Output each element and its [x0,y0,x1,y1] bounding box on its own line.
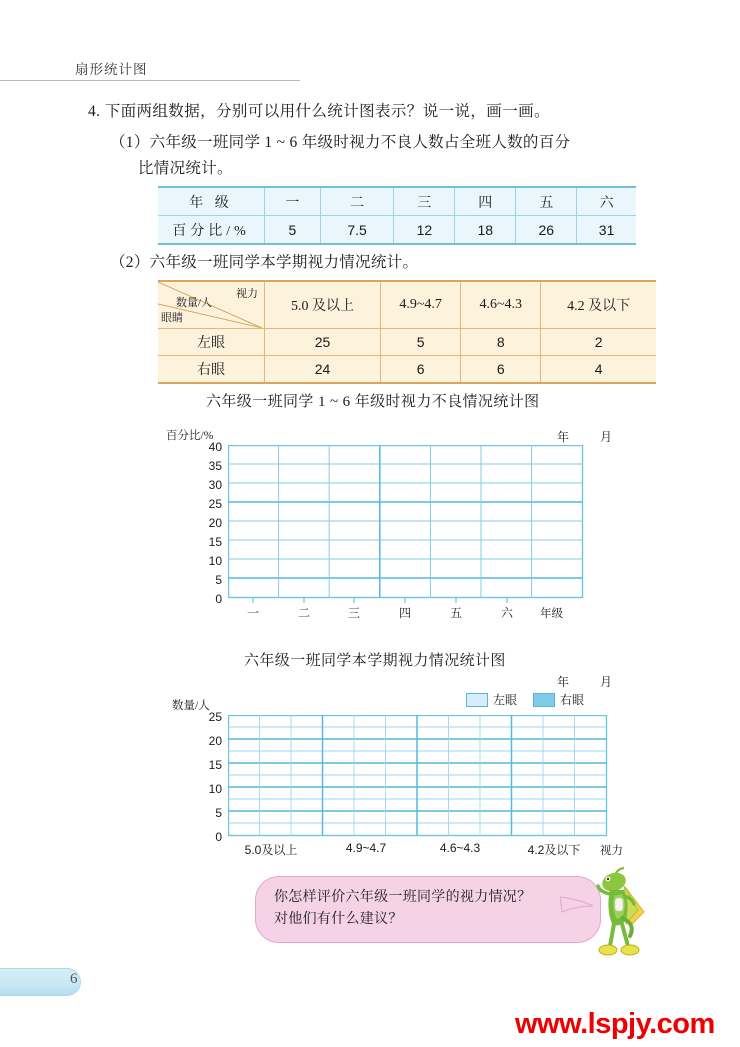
page-number: 6 [70,971,78,987]
table1-percent-2: 7.5 [320,216,394,245]
chart2-ytick-5: 5 [215,806,222,820]
chart1-date-slot: 年 月 [557,430,627,444]
table-row-grades [158,187,636,216]
question-prompt-bubble [255,876,601,943]
table1-row-label-percent: 百分比/% [158,216,265,245]
table-row-right-eye [158,356,656,384]
table1-grade-4: 四 [455,187,516,216]
legend-item-left-eye [466,691,517,708]
chart1-x-axis-label: 年级 [540,608,563,620]
header-divider [0,80,300,81]
chart2-ytick-10: 10 [208,782,222,796]
chart1-xtick-2: 二 [297,606,310,620]
chart2-ytick-25: 25 [208,710,222,724]
table2-left-eye-v1: 25 [265,329,381,356]
question-4-part-1-line-1: （1）六年级一班同学 1 ~ 6 年级时视力不良人数占全班人数的百分 [110,134,571,151]
table2-right-eye-v3: 6 [461,356,541,384]
chart2-legend [466,691,584,708]
chart2-y-axis-label: 数量/人 [172,700,210,712]
chart1-ytick-15: 15 [208,535,222,549]
legend-label-right-eye: 右眼 [560,693,585,707]
table2-right-eye-v4: 4 [541,356,656,384]
legend-item-right-eye [533,691,584,708]
table2-right-eye-v2: 6 [381,356,461,384]
chart1-ytick-20: 20 [208,516,222,530]
table2-row-label-right-eye: 右眼 [158,356,265,384]
chart2-title: 六年级一班同学本学期视力情况统计图 [244,653,506,669]
table1-percent-5: 26 [516,216,577,245]
table2-left-eye-v3: 8 [461,329,541,356]
table2-col-1: 5.0 及以上 [265,281,381,329]
table2-col-2: 4.9~4.7 [381,281,461,329]
chart1-ytick-35: 35 [208,459,222,473]
bubble-line-1: 你怎样评价六年级一班同学的视力情况？ [274,890,532,905]
chart2-ytick-0: 0 [215,830,222,844]
chart2-xtick-2: 4.9~4.7 [345,841,387,855]
chart2-x-axis-label: 视力 [600,845,623,857]
site-watermark: www.lspjy.com [515,1008,715,1040]
chart1-xtick-3: 三 [347,606,360,620]
chart1-xtick-5: 五 [449,606,462,620]
chart2-ytick-15: 15 [208,758,222,772]
chart1-xtick-1: 一 [246,606,259,620]
question-4-part-2: （2）六年级一班同学本学期视力情况统计。 [110,254,419,271]
table1-grade-2: 二 [320,187,394,216]
table-row-percents [158,216,636,245]
chart2-plot-area [196,710,623,872]
bubble-line-2: 对他们有什么建议？ [274,912,403,927]
question-4-part-1-line-2: 比情况统计。 [138,160,233,177]
chart1-ytick-10: 10 [208,554,222,568]
chart1-ytick-25: 25 [208,497,222,511]
header-title: 扇形统计图 [75,62,148,77]
table1-grade-5: 五 [516,187,577,216]
chart1-title: 六年级一班同学 1 ~ 6 年级时视力不良情况统计图 [206,394,540,410]
chart1-y-axis-label: 百分比/% [166,430,214,442]
chart1-xtick-6: 六 [500,606,513,620]
chart2-ytick-20: 20 [208,734,222,748]
chart2-xtick-3: 4.6~4.3 [439,841,481,855]
table1-row-label-grade: 年 级 [158,187,265,216]
table-row-left-eye [158,329,656,356]
table2-left-eye-v2: 5 [381,329,461,356]
corner-label-count: 数量/人 [176,297,213,309]
page-number-tab [0,968,81,996]
chart1-ytick-5: 5 [215,573,222,587]
table2-col-4: 4.2 及以下 [541,281,656,329]
table2-right-eye-v1: 24 [265,356,381,384]
table1-grade-3: 三 [394,187,455,216]
table-row-header [158,281,656,329]
page-running-header [0,58,500,88]
chart2-date-slot: 年 月 [557,675,627,689]
corner-label-vision: 视力 [236,288,258,300]
table2-left-eye-v4: 2 [541,329,656,356]
chart2-grid [228,715,628,855]
chart1-ytick-0: 0 [215,592,222,606]
chart1-plot-area [196,442,616,642]
table1-percent-6: 31 [577,216,636,245]
chart2-xtick-4: 4.2及以下 [527,843,581,857]
chart1-xtick-4: 四 [398,606,411,620]
chart2-xtick-1: 5.0及以上 [244,843,298,857]
table1-grade-1: 一 [265,187,321,216]
table1-percent-1: 5 [265,216,321,245]
grasshopper-mascot-icon [586,866,656,962]
table2-corner-header [158,281,265,329]
table2-col-3: 4.6~4.3 [461,281,541,329]
legend-swatch-left-eye [466,693,488,707]
chart1-grid [228,445,628,620]
legend-label-left-eye: 左眼 [493,693,518,707]
eyesight-percent-table [158,186,636,245]
chart1-ytick-30: 30 [208,478,222,492]
question-4-stem: 4. 下面两组数据，分别可以用什么统计图表示？说一说，画一画。 [88,103,550,120]
question-4-part-1 [110,130,670,182]
legend-swatch-right-eye [533,693,555,707]
chart1-ytick-40: 40 [208,440,222,454]
table1-percent-4: 18 [455,216,516,245]
table1-percent-3: 12 [394,216,455,245]
corner-label-eye: 眼睛 [161,312,183,324]
table1-grade-6: 六 [577,187,636,216]
eyesight-count-table [158,280,656,384]
table2-row-label-left-eye: 左眼 [158,329,265,356]
